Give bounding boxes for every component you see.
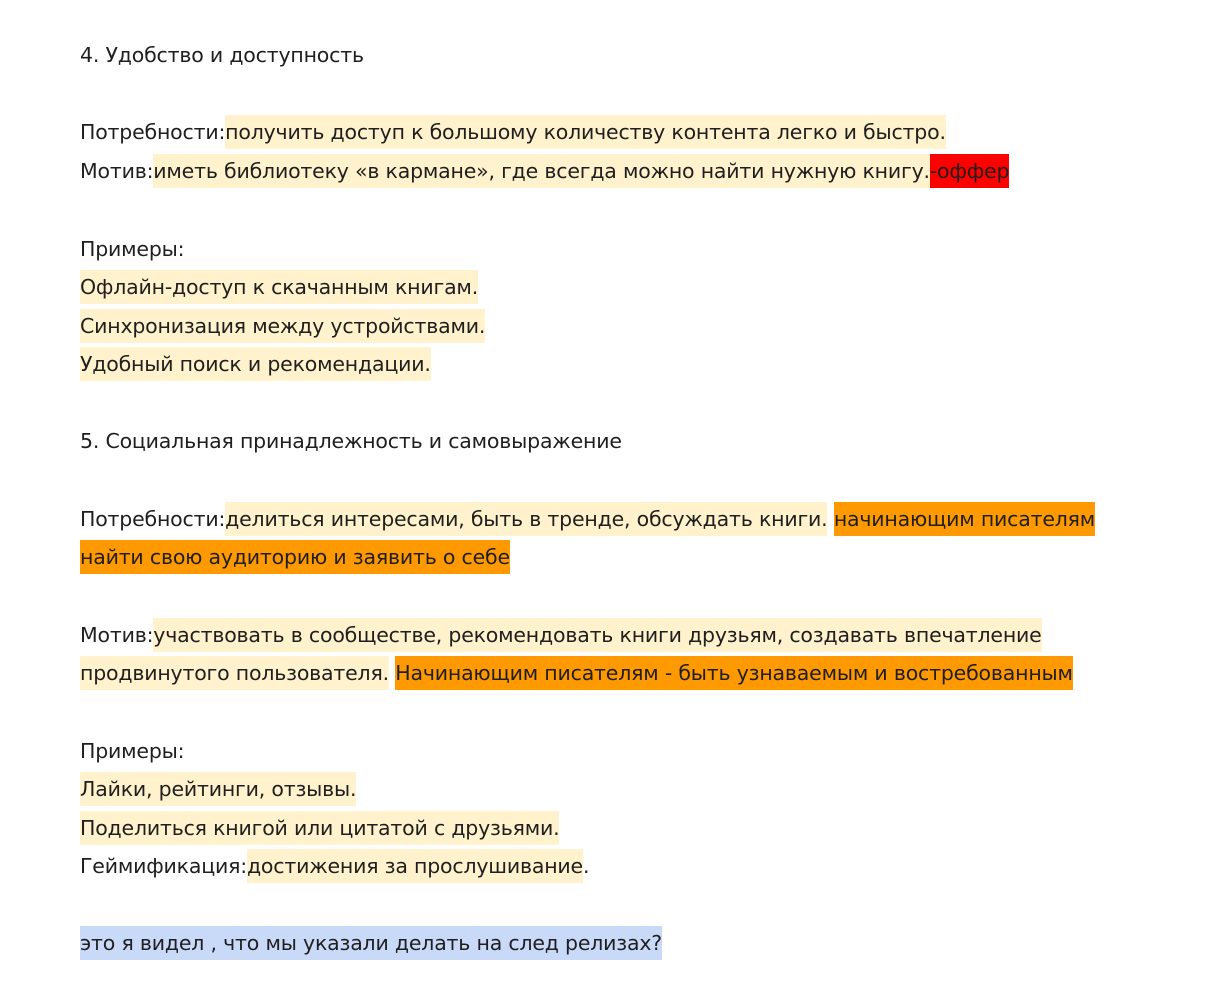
section-4-example: [80, 306, 485, 344]
example-text: Удобный поиск и рекомендации.: [80, 347, 431, 381]
section-5-example: [80, 808, 559, 846]
section-4-needs: [80, 112, 946, 150]
offer-tag: оффер: [937, 154, 1009, 188]
gamification-text: достижения за прослушивание: [247, 849, 583, 883]
example-text: Офлайн-доступ к скачанным книгам.: [80, 270, 478, 304]
motive-text: иметь библиотеку «в кармане», где всегда можно найти нужную книгу.: [153, 154, 930, 188]
section-5-motive-line-1: [80, 615, 1042, 653]
motive-writers: Начинающим писателям - быть узнаваемым и востребованным: [395, 656, 1073, 690]
needs-text: делиться интересами, быть в тренде, обсуждать книги.: [225, 502, 827, 536]
comment-text: это я видел , что мы указали делать на след релизах?: [80, 926, 662, 960]
needs-writers-part-1: начинающим писателям: [834, 502, 1095, 536]
example-text: Лайки, рейтинги, отзывы.: [80, 772, 356, 806]
section-5-examples-label: [80, 731, 184, 769]
needs-label: Потребности:: [80, 507, 226, 531]
section-5-motive-line-2: [80, 653, 1073, 691]
motive-text-part-1: участвовать в сообществе, рекомендовать книги друзьям, создавать впечатление: [153, 618, 1041, 652]
example-text: Поделиться книгой или цитатой с друзьями.: [80, 811, 559, 845]
comment-line: [80, 923, 662, 961]
examples-label: Примеры:: [80, 237, 185, 261]
section-4-example: [80, 344, 431, 382]
motive-label: Мотив:: [80, 623, 154, 647]
heading-text: 5. Социальная принадлежность и самовыражение: [80, 429, 622, 453]
section-4-example: [80, 267, 478, 305]
section-5-example: [80, 769, 356, 807]
motive-dash: -: [930, 154, 937, 188]
section-4-examples-label: [80, 229, 184, 267]
needs-label: Потребности:: [80, 120, 226, 144]
example-text: Синхронизация между устройствами.: [80, 309, 485, 343]
section-4-motive: [80, 151, 1009, 189]
section-5-needs-line-1: [80, 499, 1095, 537]
section-5-example-gamification: [80, 846, 589, 884]
gamification-end: .: [582, 854, 590, 878]
section-5-needs-line-2: [80, 537, 510, 575]
gamification-label: Геймификация:: [80, 854, 247, 878]
heading-text: 4. Удобство и доступность: [80, 43, 364, 67]
section-4-heading: [80, 35, 364, 73]
section-5-heading: [80, 421, 622, 459]
examples-label: Примеры:: [80, 739, 185, 763]
needs-text: получить доступ к большому количеству контента легко и быстро.: [225, 115, 946, 149]
needs-writers-part-2: найти свою аудиторию и заявить о себе: [80, 540, 510, 574]
motive-text-part-2: продвинутого пользователя.: [80, 656, 389, 690]
motive-label: Мотив:: [80, 159, 154, 183]
